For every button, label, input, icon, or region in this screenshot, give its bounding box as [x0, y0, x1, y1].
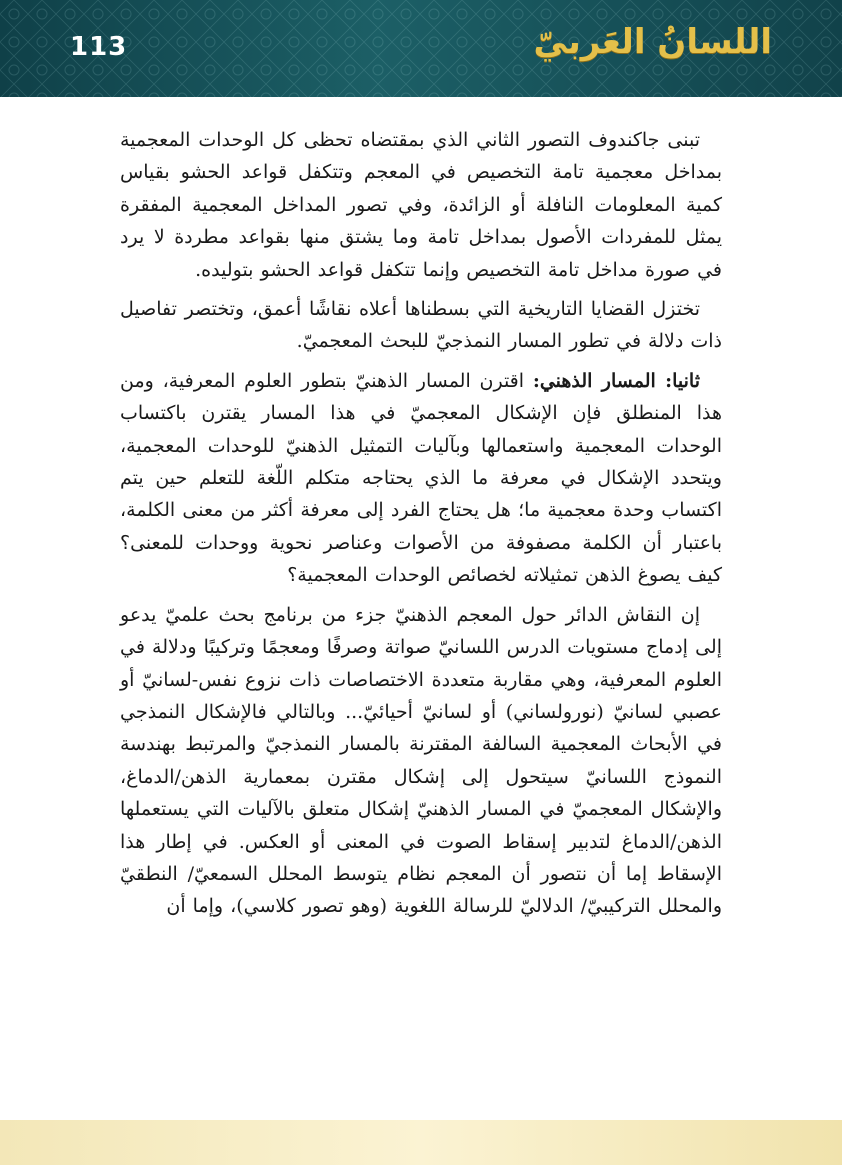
- article-body: [120, 124, 722, 930]
- section-heading: ثانيا: المسار الذهني:: [532, 369, 700, 392]
- journal-logo: اللسانُ العَربيّ: [533, 22, 772, 62]
- page-header: [0, 0, 842, 97]
- paragraph-3-text: اقترن المسار الذهنيّ بتطور العلوم المعرفية، ومن هذا المنطلق فإن الإشكال المعجميّ في هذا المسار يقترن باكتساب الوحدات المعجمية واستعمالها وبآليات التمثيل الذهنيّ للوحدات المعجمية، ويتحدد الإشكال في معرفة ما الذي يحتاجه متكلم اللّغة للتعلم حين يتم اكتساب وحدة معجمية ما؛ هل يحتاج الفرد إلى معرفة أكثر من معنى الكلمة، باعتبار أن الكلمة مصفوفة من الأصوات وعناصر نحوية ووحدات للمعنى؟ كيف يصوغ الذهن تمثيلاته لخصائص الوحدات المعجمية؟: [120, 369, 722, 587]
- paragraph-4: إن النقاش الدائر حول المعجم الذهنيّ جزء من برنامج بحث علميّ يدعو إلى إدماج مستويات الدرس اللسانيّ صواتة وصرفًا ومعجمًا وتركيبًا ودلالة في العلوم المعرفية، وهي مقاربة متعددة الاختصاصات ذات نزوع نفس-لسانيّ أو عصبي لسانيّ (نورولساني) أو لسانيّ أحيائيّ... وبالتالي فالإشكال النمذجي في الأبحاث المعجمية السالفة المقترنة بالمسار النمذجيّ والمرتبط بهندسة النموذج اللسانيّ سيتحول إلى إشكال مقترن بمعمارية الذهن/الدماغ، والإشكال المعجميّ في المسار الذهنيّ إشكال متعلق بالآليات التي يستعملها الذهن/الدماغ لتدبير إسقاط الصوت في المعنى أو العكس. في إطار هذا الإسقاط إما أن نتصور أن المعجم نظام يتوسط المحلل السمعيّ/ النطقيّ والمحلل التركيبيّ/ الدلاليّ للرسالة اللغوية (وهو تصور كلاسي)، وإما أن: [120, 603, 722, 918]
- page-number: 113: [70, 32, 128, 62]
- paragraph-2: تختزل القضايا التاريخية التي بسطناها أعلاه نقاشًا أعمق، وتختصر تفاصيل ذات دلالة في تطور المسار النمذجيّ للبحث المعجميّ.: [120, 298, 722, 353]
- page-footer-band: [0, 1120, 842, 1165]
- paragraph-1: تبنى جاكندوف التصور الثاني الذي بمقتضاه تحظى كل الوحدات المعجمية بمداخل معجمية تامة التخصيص في المعجم وتتكفل قواعد الحشو بقياس كمية المعلومات النافلة أو الزائدة، وفي تصور المداخل المعجمية المفقرة يمثل للمفردات الأصول بمداخل تامة وما يشتق منها بقواعد مطردة لا يرد في صورة مداخل تامة التخصيص وإنما تتكفل قواعد الحشو بتوليده.: [120, 129, 722, 281]
- paragraph-3: [120, 365, 722, 592]
